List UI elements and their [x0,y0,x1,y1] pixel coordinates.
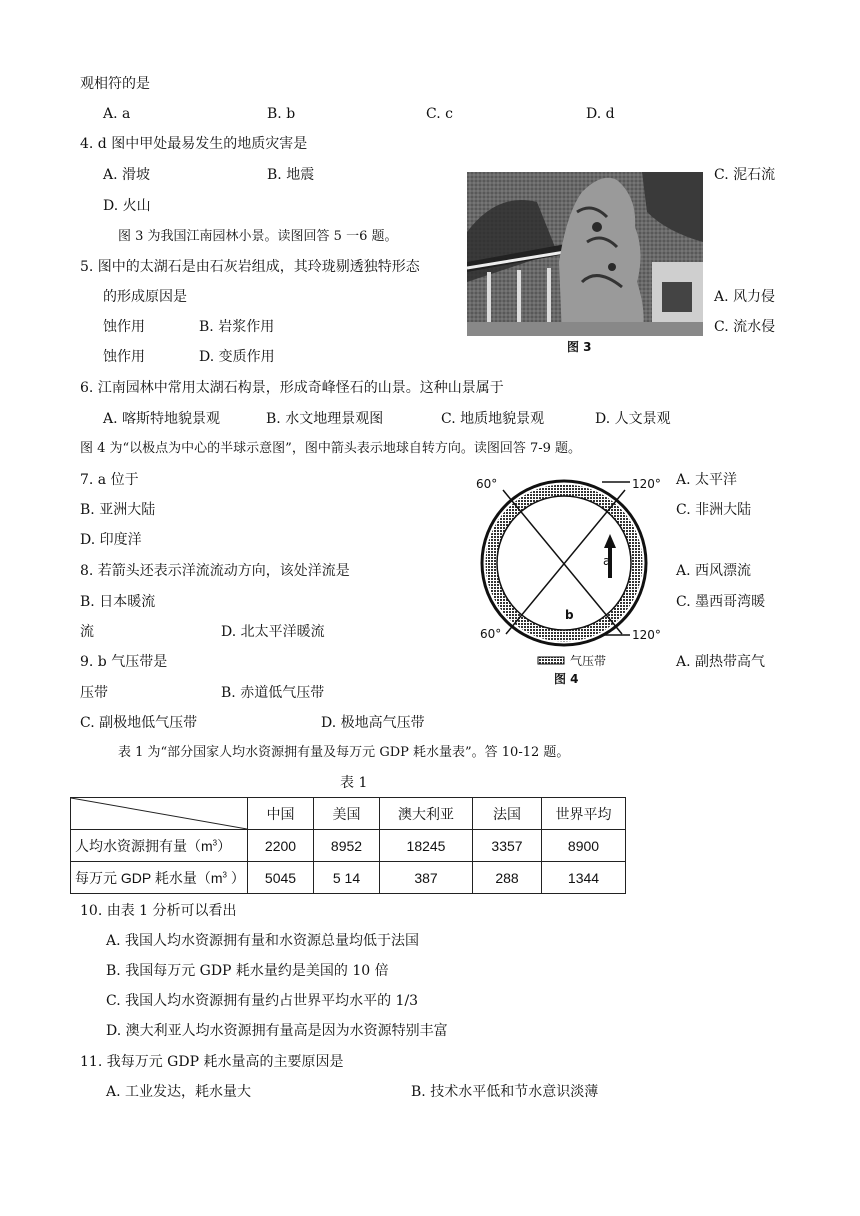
text-line: 观相符的是 [80,76,150,92]
table-cell: 8900 [542,830,626,862]
option-d: D. 北太平洋暖流 [221,624,325,640]
column-header: 美国 [314,798,380,830]
option-c: C. 我国人均水资源拥有量约占世界平均水平的 1/3 [106,993,419,1009]
column-header: 中国 [248,798,314,830]
table-cell: 387 [380,862,473,894]
question-5: 5. 图中的太湖石是由石灰岩组成，其玲珑剔透独特形态 [80,259,420,275]
table-title: 表 1 [340,775,368,791]
table-corner-cell [71,798,248,830]
figure-3 [467,172,703,356]
figure-3-intro: 图 3 为我国江南园林小景。读图回答 5 一6 题。 [118,229,398,244]
table-cell: 2200 [248,830,314,862]
column-header: 法国 [473,798,542,830]
question-4: 4. d 图中甲处最易发生的地质灾害是 [80,136,308,152]
garden-photo [467,172,703,336]
option-b: B. 赤道低气压带 [221,685,325,701]
option-b: B. b [267,106,296,122]
arrow-head-icon [604,534,616,548]
column-header: 世界平均 [542,798,626,830]
option-a: A. 滑坡 [103,167,151,183]
table-cell: 18245 [380,830,473,862]
table-cell: 5045 [248,862,314,894]
figure-4 [470,470,675,692]
question-8: 8. 若箭头还表示洋流流动方向，该处洋流是 [80,563,350,579]
table-cell: 1344 [542,862,626,894]
option-d: D. d [586,106,615,122]
option-a: A. 工业发达，耗水量大 [106,1084,252,1100]
option-c: C. c [426,106,453,122]
label-60-top: 60° [476,477,498,491]
question-6: 6. 江南园林中常用太湖石构景，形成奇峰怪石的山景。这种山景属于 [80,380,504,396]
option-b: B. 地震 [267,167,315,183]
option-d: D. 变质作用 [199,349,275,365]
option-d: D. 火山 [103,198,151,214]
option-b: B. 岩浆作用 [199,319,275,335]
question-10: 10. 由表 1 分析可以看出 [80,903,237,919]
option-c-cont: 蚀作用 [103,349,145,365]
question-11: 11. 我每万元 GDP 耗水量高的主要原因是 [80,1054,344,1070]
table-row [71,830,626,862]
option-b: B. 亚洲大陆 [80,502,156,518]
question-9: 9. b 气压带是 [80,654,168,670]
column-header: 澳大利亚 [380,798,473,830]
table-intro: 表 1 为“部分国家人均水资源拥有量及每万元 GDP 耗水量表”。答 10-12 题。 [118,745,570,760]
option-c: C. 泥石流 [714,167,776,183]
table-cell: 3357 [473,830,542,862]
table-cell: 8952 [314,830,380,862]
legend-swatch [538,657,564,664]
option-a: A. 我国人均水资源拥有量和水资源总量均低于法国 [106,933,420,949]
option-a-cont: 蚀作用 [103,319,145,335]
option-a: A. 风力侵 [714,289,776,305]
option-a: A. a [103,106,131,122]
option-b: B. 技术水平低和节水意识淡薄 [411,1084,599,1100]
option-b: B. 日本暖流 [80,594,156,610]
label-120-bottom: 120° [632,628,661,642]
label-a: a [603,554,611,568]
label-60-bottom: 60° [480,627,502,641]
option-d: D. 极地高气压带 [321,715,425,731]
option-d: D. 澳大利亚人均水资源拥有量高是因为水资源特别丰富 [106,1023,448,1039]
option-c: C. 副极地低气压带 [80,715,198,731]
label-b: b [565,608,574,622]
label-120-top: 120° [632,477,661,491]
question-7: 7. a 位于 [80,472,139,488]
option-a: A. 西风漂流 [676,563,752,579]
option-c: C. 墨西哥湾暖 [676,594,766,610]
option-c: C. 非洲大陆 [676,502,752,518]
option-b: B. 水文地理景观图 [266,411,384,427]
figure-4-intro: 图 4 为“以极点为中心的半球示意图”，图中箭头表示地球自转方向。读图回答 7-9 题。 [80,441,582,456]
option-a: A. 太平洋 [676,472,738,488]
option-a-cont: 压带 [80,685,108,701]
table-cell: 288 [473,862,542,894]
question-5-cont: 的形成原因是 [103,289,187,305]
option-a: A. 喀斯特地貌景观 [103,411,221,427]
table-row [71,862,626,894]
figure-3-caption: 图 3 [567,340,592,354]
row-header: 每万元 GDP 耗水量（$m^3$ ） [71,862,248,894]
option-c-cont: 流 [80,624,94,640]
row-header: 人均水资源拥有量$(m^3)$ [71,830,248,862]
option-d: D. 人文景观 [595,411,671,427]
table-cell: 5 14 [314,862,380,894]
option-d: D. 印度洋 [80,532,142,548]
legend-label: 气压带 [570,654,607,668]
table-header-row [71,798,626,830]
option-a: A. 副热带高气 [676,654,766,670]
figure-4-caption: 图 4 [554,672,579,686]
option-c: C. 流水侵 [714,319,776,335]
option-b: B. 我国每万元 GDP 耗水量约是美国的 10 倍 [106,963,389,979]
option-c: C. 地质地貌景观 [441,411,545,427]
water-resources-table [70,797,626,894]
